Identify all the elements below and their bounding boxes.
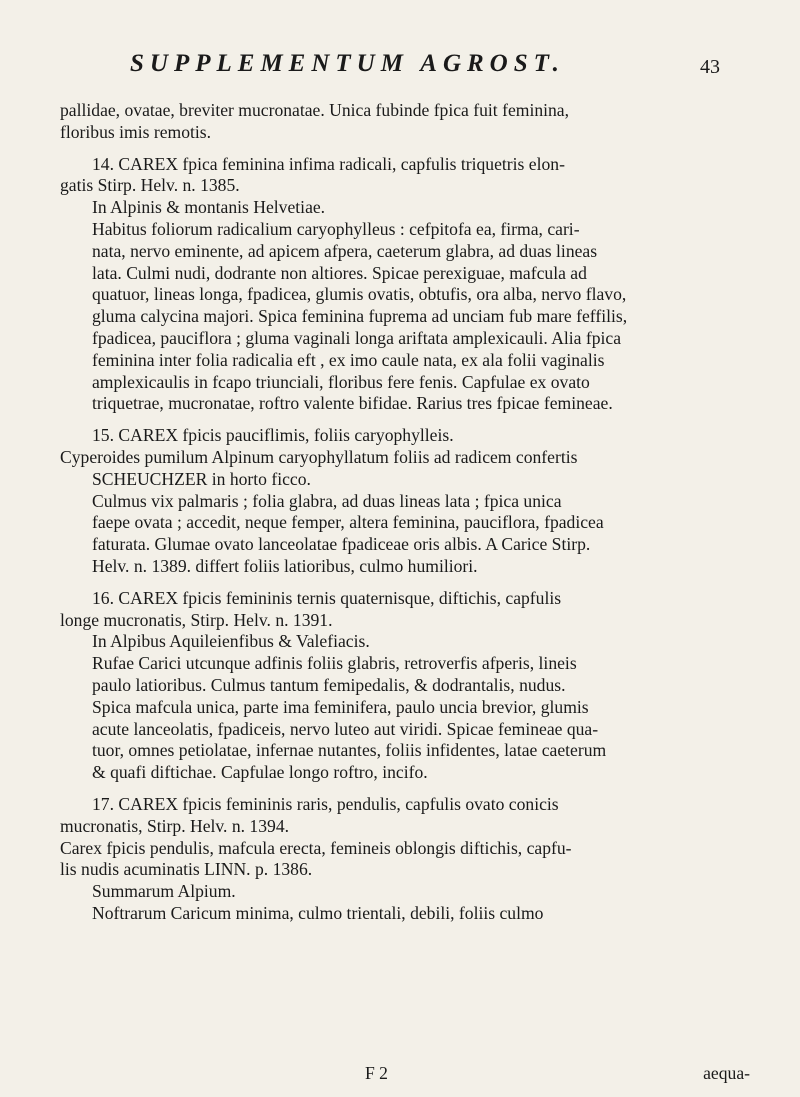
text-line: quatuor, lineas longa, fpadicea, glumis ovatis, obtufis, ora alba, nervo flavo, (92, 284, 627, 305)
text-body (60, 100, 750, 925)
text-line: amplexicaulis in fcapo triunciali, floribus fere fenis. Capfulae ex ovato (92, 371, 590, 392)
text-line: paulo latioribus. Culmus tantum femipedalis, & dodrantalis, nudus. (92, 674, 566, 695)
paragraph-gap (60, 415, 750, 425)
running-title: SUPPLEMENTUM AGROST. (130, 50, 565, 77)
text-line: Helv. n. 1389. differt foliis latioribus, culmo humiliori. (92, 555, 478, 576)
paragraph-gap (60, 578, 750, 588)
text-line: Rufae Carici utcunque adfinis foliis glabris, retroverfis afperis, lineis (92, 653, 577, 674)
text-line: Cyperoides pumilum Alpinum caryophyllatum foliis ad radicem confertis (60, 446, 578, 467)
paragraph-gap (60, 144, 750, 154)
text-line: In Alpibus Aquileienfibus & Valefiacis. (92, 631, 370, 652)
text-line: lis nudis acuminatis LINN. p. 1386. (60, 859, 313, 880)
text-line: gatis Stirp. Helv. n. 1385. (60, 175, 240, 196)
page-number: 43 (700, 56, 720, 78)
text-line: 14. CAREX fpica feminina infima radicali, capfulis triquetris elon- (92, 153, 565, 174)
text-line: faturata. Glumae ovato lanceolatae fpadiceae oris albis. A Carice Stirp. (92, 534, 591, 555)
text-line: 17. CAREX fpicis femininis raris, pendulis, capfulis ovato conicis (92, 793, 559, 814)
text-line: gluma calycina majori. Spica feminina fuprema ad unciam fub mare feffilis, (92, 306, 628, 327)
text-line: mucronatis, Stirp. Helv. n. 1394. (60, 815, 290, 836)
signature-mark: F 2 (365, 1063, 388, 1083)
text-line: & quafi diftichae. Capfulae longo roftro, incifo. (92, 762, 428, 783)
text-line: nata, nervo eminente, ad apicem afpera, caeterum glabra, ad duas lineas (92, 240, 598, 261)
running-header (130, 50, 720, 84)
text-line: 15. CAREX fpicis pauciflimis, foliis caryophylleis. (92, 425, 454, 446)
text-line: Habitus foliorum radicalium caryophylleus : cefpitofa ea, firma, cari- (92, 218, 580, 239)
text-line: Spica mafcula unica, parte ima feminifera, paulo uncia brevior, glumis (92, 696, 589, 717)
text-line: pallidae, ovatae, breviter mucronatae. Unica fubinde fpica fuit feminina, (60, 100, 570, 120)
paragraph-gap (60, 784, 750, 794)
text-line: lata. Culmi nudi, dodrante non altiores. Spicae perexiguae, mafcula ad (92, 262, 587, 283)
text-line: feminina inter folia radicalia eft , ex imo caule nata, ex ala folii vaginalis (92, 349, 605, 370)
text-line: Summarum Alpium. (92, 881, 236, 902)
text-line: triquetrae, mucronatae, roftro valente bifidae. Rarius tres fpicae femineae. (92, 393, 613, 414)
text-line: Carex fpicis pendulis, mafcula erecta, femineis oblongis diftichis, capfu- (60, 837, 572, 858)
text-line: longe mucronatis, Stirp. Helv. n. 1391. (60, 609, 333, 630)
text-line: tuor, omnes petiolatae, infernae nutantes, foliis infidentes, latae caeterum (92, 740, 607, 761)
page-footer (60, 1063, 750, 1087)
catchword: aequa- (703, 1063, 750, 1083)
text-line: faepe ovata ; accedit, neque femper, altera feminina, pauciflora, fpadicea (92, 512, 604, 533)
text-line: Noftrarum Caricum minima, culmo trientali, debili, foliis culmo (92, 902, 544, 923)
text-line: SCHEUCHZER in horto ficco. (92, 468, 311, 489)
text-line: acute lanceolatis, fpadiceis, nervo luteo aut viridi. Spicae femineae qua- (92, 718, 599, 739)
text-line: floribus imis remotis. (60, 121, 212, 142)
text-line: fpadicea, pauciflora ; gluma vaginali longa ariftata amplexicauli. Alia fpica (92, 327, 622, 348)
text-line: Culmus vix palmaris ; folia glabra, ad duas lineas lata ; fpica unica (92, 490, 562, 511)
text-line: In Alpinis & montanis Helvetiae. (92, 197, 326, 218)
text-line: 16. CAREX fpicis femininis ternis quaternisque, diftichis, capfulis (92, 587, 562, 608)
